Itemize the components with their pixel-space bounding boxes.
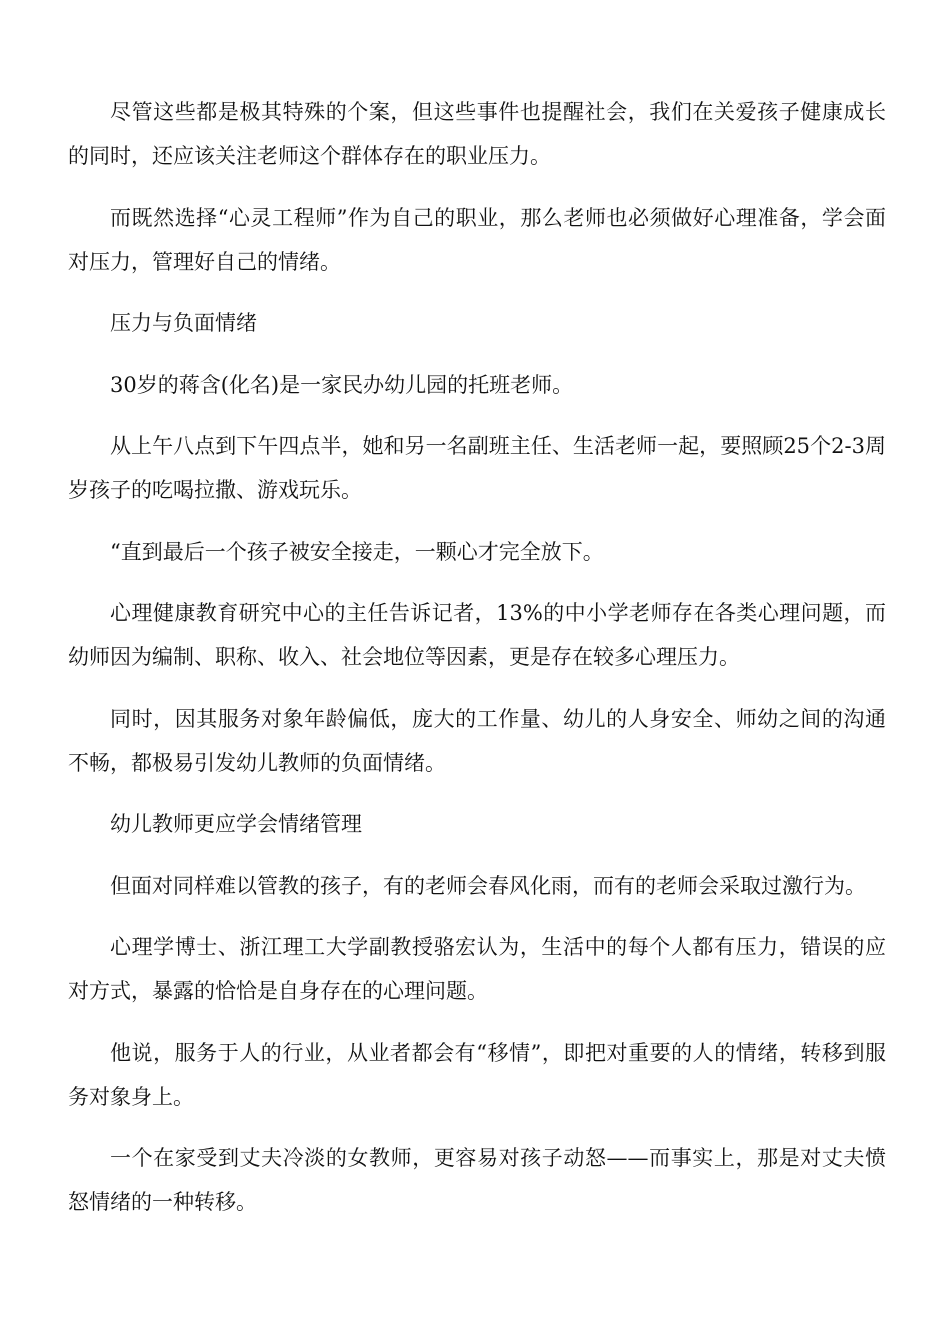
- paragraph: 心理健康教育研究中心的主任告诉记者，13%的中小学老师存在各类心理问题，而幼师因为编制、职称、收入、社会地位等因素，更是存在较多心理压力。: [68, 601, 886, 669]
- paragraph: 一个在家受到丈夫冷淡的女教师，更容易对孩子动怒——而事实上，那是对丈夫愤怒情绪的一种转移。: [68, 1146, 886, 1214]
- paragraph: 同时，因其服务对象年龄偏低，庞大的工作量、幼儿的人身安全、师幼之间的沟通不畅，都极易引发幼儿教师的负面情绪。: [68, 706, 886, 775]
- paragraph: 心理学博士、浙江理工大学副教授骆宏认为，生活中的每个人都有压力，错误的应对方式，暴露的恰恰是自身存在的心理问题。: [68, 935, 886, 1003]
- paragraph: 30岁的蒋含(化名)是一家民办幼儿园的托班老师。: [110, 372, 574, 397]
- section-heading: 压力与负面情绪: [110, 311, 257, 335]
- paragraph: 尽管这些都是极其特殊的个案，但这些事件也提醒社会，我们在关爱孩子健康成长的同时，还应该关注老师这个群体存在的职业压力。: [68, 100, 886, 168]
- paragraph: 从上午八点到下午四点半，她和另一名副班主任、生活老师一起，要照顾25个2-3周岁孩子的吃喝拉撒、游戏玩乐。: [68, 434, 886, 502]
- paragraph: 但面对同样难以管教的孩子，有的老师会春风化雨，而有的老师会采取过激行为。: [110, 873, 866, 898]
- section-heading: 幼儿教师更应学会情绪管理: [110, 812, 362, 836]
- paragraph: 而既然选择“心灵工程师”作为自己的职业，那么老师也必须做好心理准备，学会面对压力，管理好自己的情绪。: [68, 205, 886, 274]
- quote-paragraph: “直到最后一个孩子被安全接走，一颗心才完全放下。: [110, 539, 604, 564]
- document-body: [68, 90, 886, 1242]
- paragraph: 他说，服务于人的行业，从业者都会有“移情”，即把对重要的人的情绪，转移到服务对象身上。: [68, 1040, 886, 1109]
